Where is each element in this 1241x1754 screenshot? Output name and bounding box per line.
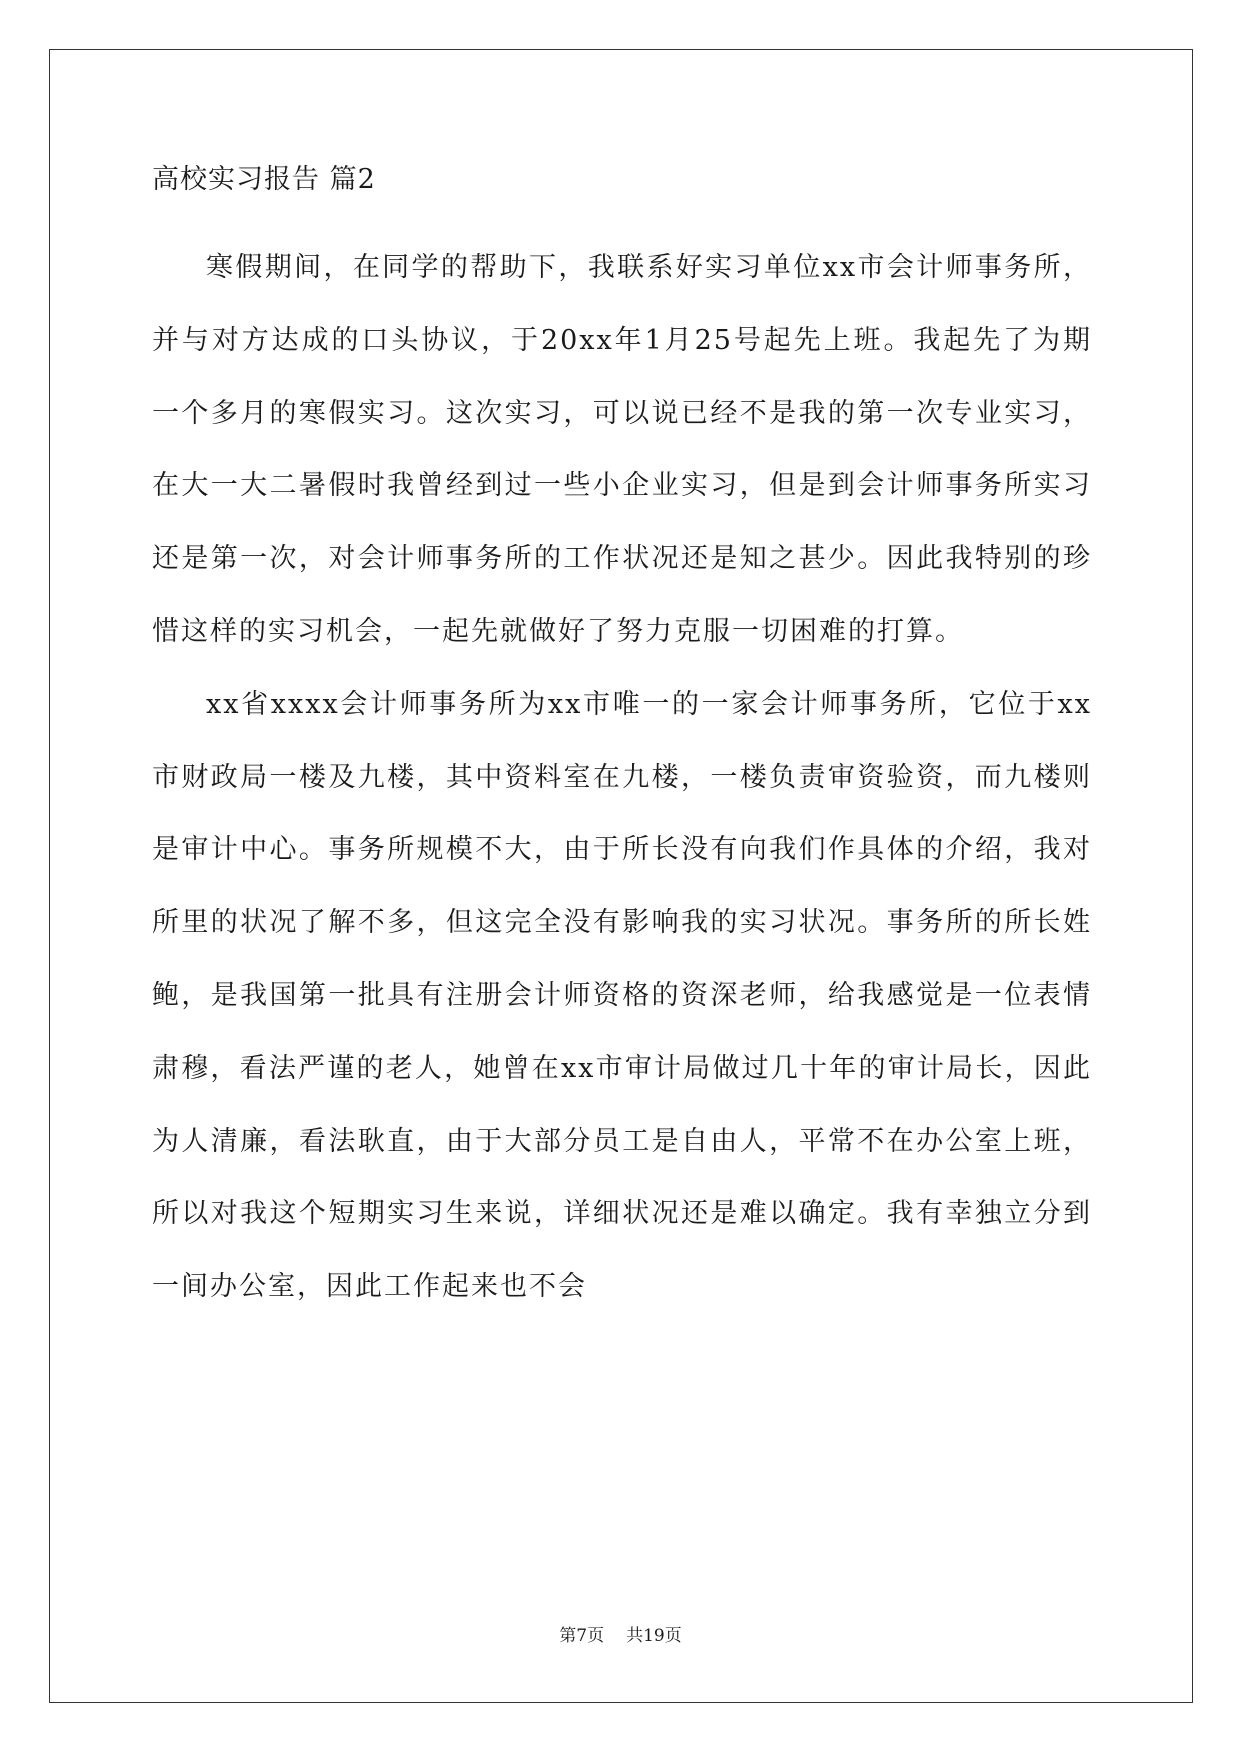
paragraph: xx省xxxx会计师事务所为xx市唯一的一家会计师事务所，它位于xx市财政局一楼及九楼，其中资料室在九楼，一楼负责审资验资，而九楼则是审计中心。事务所规模不大，由于所长没有向我们作具体的介绍，我对所里的状况了解不多，但这完全没有影响我的实习状况。事务所的所长姓鲍，是我国第一批具有注册会计师资格的资深老师，给我感觉是一位表情肃穆，看法严谨的老人，她曾在xx市审计局做过几十年的审计局长，因此为人清廉，看法耿直，由于大部分员工是自由人，平常不在办公室上班，所以对我这个短期实习生来说，详细状况还是难以确定。我有幸独立分到一间办公室，因此工作起来也不会 (152, 688, 1092, 1303)
section-heading: 高校实习报告 篇2 (152, 164, 376, 195)
paragraph: 寒假期间，在同学的帮助下，我联系好实习单位xx市会计师事务所，并与对方达成的口头协议，于20xx年1月25号起先上班。我起先了为期一个多月的寒假实习。这次实习，可以说已经不是我的第一次专业实习，在大一大二暑假时我曾经到过一些小企业实习，但是到会计师事务所实习还是第一次，对会计师事务所的工作状况还是知之甚少。因此我特别的珍惜这样的实习机会，一起先就做好了努力克服一切困难的打算。 (152, 252, 1092, 647)
page-number: 第7页 (559, 1626, 605, 1646)
page-total: 共19页 (626, 1626, 682, 1646)
page-footer (0, 1621, 1241, 1646)
document-body (152, 160, 1092, 1324)
